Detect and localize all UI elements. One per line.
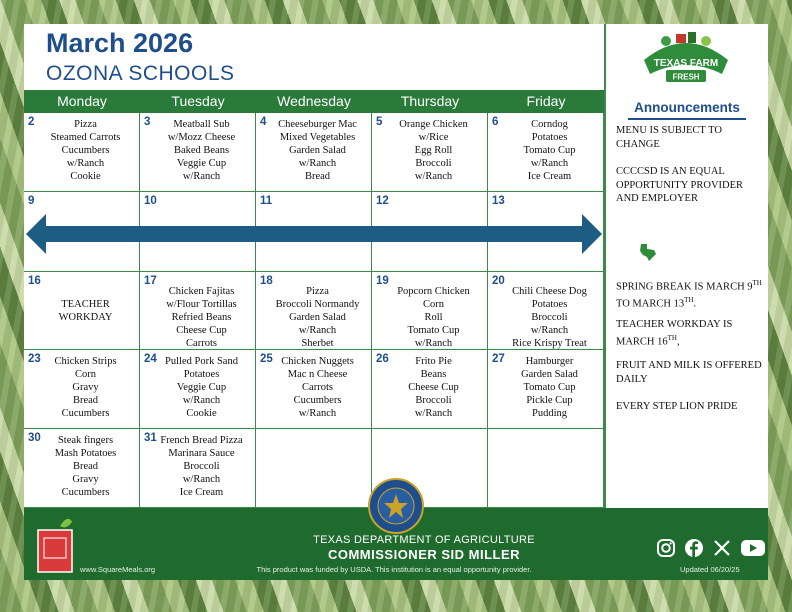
menu-items [372,429,487,434]
menu-item: Garden Salad [289,312,346,323]
calendar-day-cell [140,272,256,350]
menu-item: Chicken Strips [54,356,117,367]
menu-items [140,113,255,183]
day-number: 30 [28,432,41,444]
menu-item: Cucumbers [61,408,110,419]
menu-items [256,272,371,350]
tda-seal [368,478,424,534]
day-number: 2 [28,116,35,128]
menu-item: Garden Salad [521,369,578,380]
menu-items [24,113,139,183]
calendar-day-cell [488,113,604,192]
menu-items [256,113,371,183]
menu-item: Potatoes [183,369,220,380]
day-number: 9 [28,195,35,207]
weekday-wednesday: Wednesday [277,93,351,109]
menu-items [488,350,603,420]
menu-item: Broccoli [415,158,452,169]
notice-lion-pride: EVERY STEP LION PRIDE [616,401,738,412]
calendar-day-cell [256,429,372,508]
menu-items [256,429,371,434]
day-number: 12 [376,195,389,207]
weekday-friday: Friday [526,93,566,109]
menu-item: w/Flour Tortillas [166,299,237,310]
day-number: 5 [376,116,383,128]
menu-item: Baked Beans [173,145,230,156]
footer-updated: Updated 06/20/25 [680,565,740,574]
menu-item: Cucumbers [61,487,110,498]
menu-items [372,192,487,197]
menu-sheet [24,24,768,580]
menu-item: w/Ranch [530,325,569,336]
menu-item: Broccoli [183,461,220,472]
menu-item: Marinara Sauce [168,448,235,459]
day-number: 18 [260,275,273,287]
footer-commissioner: COMMISSIONER SID MILLER [327,547,521,562]
menu-item: Pizza [306,286,329,297]
calendar-day-cell [140,429,256,508]
calendar-day-cell [256,272,372,350]
youtube-icon[interactable] [740,538,766,558]
menu-item: Corn [75,369,96,380]
menu-item: Veggie Cup [176,158,227,169]
menu-item: Cheese Cup [176,325,227,336]
weekday-monday: Monday [57,93,107,109]
menu-item: Mash Potatoes [54,448,117,459]
calendar-day-cell [256,113,372,192]
menu-items [488,113,603,183]
menu-item: Potatoes [531,299,568,310]
menu-item: w/Ranch [414,408,453,419]
menu-item: Cucumbers [61,145,110,156]
instagram-icon[interactable] [656,538,676,558]
texas-state-icon [638,242,658,262]
menu-items [488,429,603,434]
day-number: 25 [260,353,273,365]
day-number: 23 [28,353,41,365]
menu-item: w/Ranch [298,408,337,419]
day-number: 4 [260,116,267,128]
calendar-day-cell [140,113,256,192]
calendar-week-row [24,429,604,508]
menu-item: Veggie Cup [176,382,227,393]
menu-items [24,350,139,420]
menu-item: w/Ranch [182,171,221,182]
menu-item: w/Ranch [414,338,453,349]
menu-items [372,350,487,420]
menu-item: Frito Pie [415,356,452,367]
weekday-thursday: Thursday [400,93,460,109]
menu-item: Bread [304,171,331,182]
notice-teacher-workday: TEACHER WORKDAY IS MARCH 16TH, [616,319,733,347]
menu-items [140,272,255,350]
notice-spring-break: SPRING BREAK IS MARCH 9TH TO MARCH 13TH. [616,279,762,310]
menu-items [140,429,255,499]
menu-item: Egg Roll [414,145,453,156]
menu-item: Ice Cream [179,487,224,498]
menu-item: Refried Beans [171,312,232,323]
weekday-tuesday: Tuesday [171,93,225,109]
calendar-week-row [24,113,604,192]
menu-item [34,285,137,298]
menu-item: Pudding [531,408,567,419]
menu-item: Broccoli [531,312,568,323]
menu-item: Beans [420,369,447,380]
menu-item: Mixed Vegetables [279,132,356,143]
menu-items [24,429,139,499]
day-number: 10 [144,195,157,207]
menu-item: Steak fingers [57,435,114,446]
calendar-week-row [24,272,604,350]
menu-item: w/Mozz Cheese [167,132,236,143]
menu-items [372,272,487,350]
footer [24,508,768,580]
day-number: 6 [492,116,499,128]
day-number: 17 [144,275,157,287]
menu-item: Broccoli [415,395,452,406]
day-number: 31 [144,432,157,444]
announcements-panel [606,24,768,508]
square-meals-logo [34,512,76,574]
menu-item: w/Ranch [182,474,221,485]
menu-item: Chili Cheese Dog [512,286,587,297]
menu-items [24,272,139,324]
calendar-day-cell [24,429,140,508]
day-number: 24 [144,353,157,365]
menu-items [256,350,371,420]
calendar-day-cell [24,272,140,350]
calendar-day-cell [372,272,488,350]
social-links [656,538,766,558]
calendar-day-cell [372,113,488,192]
page-subtitle: OZONA SCHOOLS [46,62,235,85]
menu-item: Garden Salad [289,145,346,156]
menu-item: Bread [72,461,99,472]
menu-item: Orange Chicken [399,119,468,130]
menu-item: Rice Krispy Treat [512,338,587,349]
day-number: 3 [144,116,151,128]
menu-item: Cheese Cup [408,382,459,393]
calendar-day-cell [24,350,140,429]
menu-item: French Bread Pizza [160,435,243,446]
menu-item: w/Ranch [414,171,453,182]
menu-items [256,192,371,197]
menu-item: Meatball Sub [173,119,230,130]
calendar-day-cell [24,113,140,192]
menu-item: Cheeseburger Mac [278,119,357,130]
menu-items [140,350,255,420]
calendar-week-row [24,350,604,429]
menu-item: Broccoli Normandy [275,299,360,310]
menu-item: Potatoes [531,132,568,143]
spring-break-arrow [24,212,604,256]
menu-item: Hamburger [525,356,574,367]
menu-item: Mac n Cheese [287,369,348,380]
menu-item: Pickle Cup [526,395,573,406]
menu-items [488,192,603,197]
menu-item: Carrots [302,382,333,393]
menu-items [140,192,255,197]
menu-item: Cookie [186,408,217,419]
announcements-rule [628,118,746,120]
menu-item: Carrots [186,338,217,349]
menu-item: Pulled Pork Sand [165,356,238,367]
x-icon[interactable] [712,538,732,558]
notice-fruit-milk: FRUIT AND MILK IS OFFERED DAILY [616,360,762,385]
menu-items [488,272,603,350]
menu-item: w/Ranch [298,325,337,336]
menu-item: Roll [424,312,443,323]
announcements-title: Announcements [634,100,740,115]
menu-item: Tomato Cup [523,145,576,156]
menu-item: w/Ranch [298,158,337,169]
menu-item: Cookie [70,171,101,182]
footer-department: TEXAS DEPARTMENT OF AGRICULTURE [313,534,535,546]
menu-item: Chicken Nuggets [281,356,354,367]
calendar-day-cell [488,429,604,508]
menu-item: Cucumbers [293,395,342,406]
menu-item: TEACHER [61,299,110,310]
weekday-header [24,90,604,113]
svg-text:FRESH: FRESH [672,72,700,82]
day-number: 13 [492,195,505,207]
menu-item: Popcorn Chicken [397,286,470,297]
notice-equal-opportunity: CCCCSD IS AN EQUAL OPPORTUNITY PROVIDER AND EMPLOYER [616,166,744,204]
texas-farm-fresh-logo [636,30,736,96]
menu-items [372,113,487,183]
day-number: 27 [492,353,505,365]
notice-menu-change: MENU IS SUBJECT TO CHANGE [616,125,722,150]
day-number: 26 [376,353,389,365]
calendar-day-cell [488,272,604,350]
day-number: 20 [492,275,505,287]
calendar-day-cell [488,350,604,429]
menu-items [24,192,139,197]
menu-item: Gravy [72,474,99,485]
menu-item: Bread [72,395,99,406]
arrow-shape [26,214,602,254]
footer-usda-statement: This product was funded by USDA. This institution is an equal opportunity provider. [256,565,532,574]
svg-text:TEXAS FARM: TEXAS FARM [653,58,719,69]
menu-item: w/Ranch [530,158,569,169]
menu-item: Corndog [531,119,568,130]
menu-item: w/Ranch [66,158,105,169]
menu-item: Sherbet [301,338,334,349]
menu-item: WORKDAY [58,312,113,323]
calendar-day-cell [256,350,372,429]
menu-item: Chicken Fajitas [168,286,235,297]
calendar-day-cell [372,350,488,429]
day-number: 19 [376,275,389,287]
day-number: 11 [260,195,273,207]
menu-item: w/Rice [418,132,449,143]
menu-item: Pizza [74,119,97,130]
page-title: March 2026 [46,28,194,58]
menu-item: Ice Cream [527,171,572,182]
menu-item: Steamed Carrots [50,132,121,143]
footer-website[interactable]: www.SquareMeals.org [80,565,156,574]
calendar-grid [24,113,604,508]
menu-item: Gravy [72,382,99,393]
menu-item: w/Ranch [182,395,221,406]
facebook-icon[interactable] [684,538,704,558]
menu-item: Tomato Cup [523,382,576,393]
menu-item: Tomato Cup [407,325,460,336]
calendar-day-cell [140,350,256,429]
menu-item: Corn [423,299,444,310]
day-number: 16 [28,275,41,287]
